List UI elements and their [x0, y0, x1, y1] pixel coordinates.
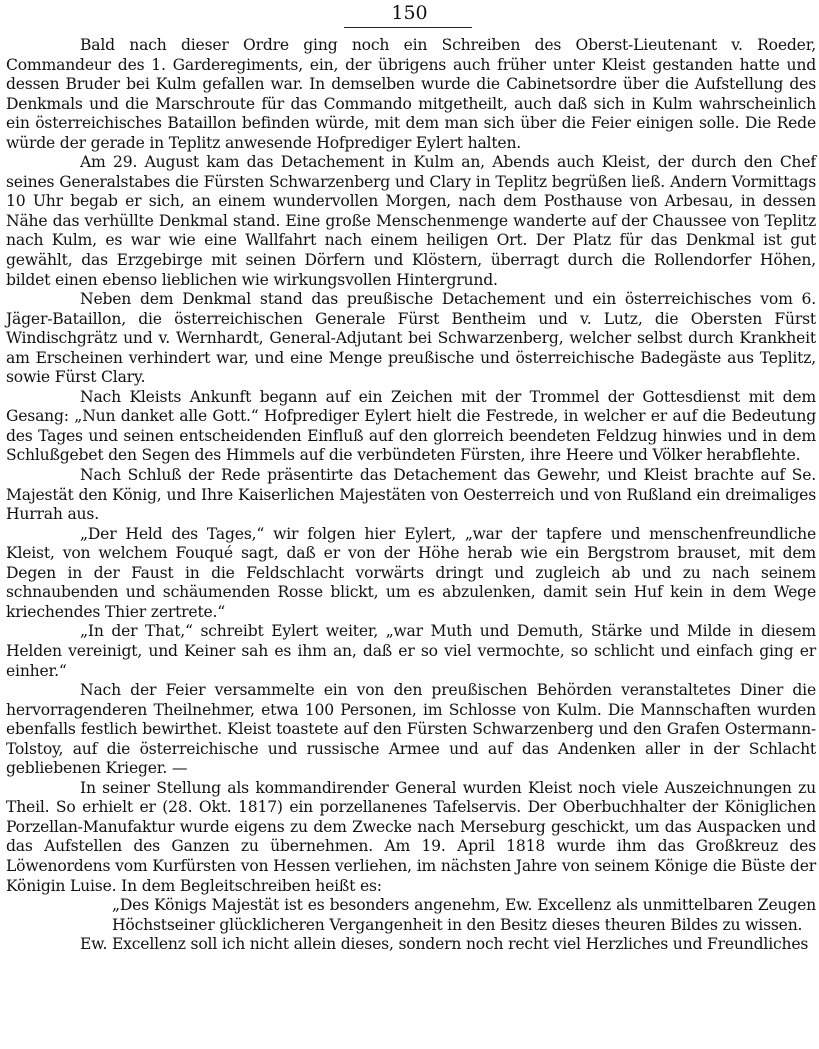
- header-rule: [344, 27, 472, 28]
- block-quote: „Des Königs Majestät ist es besonders angenehm, Ew. Excellenz als unmittelbaren Zeugen Höchstseiner glücklicheren Vergangenheit in den Besitz dieses theuren Bildes zu wissen.: [112, 896, 816, 934]
- paragraph: Am 29. August kam das Detachement in Kulm an, Abends auch Kleist, der durch den Chef seines Generalstabes die Fürsten Schwarzenberg und Clary in Teplitz begrüßen ließ. Andern Vormittags 10 Uhr begab er sich, an einem wundervollen Morgen, nach dem Posthause von Arbesau, in dessen Nähe das verhüllte Denkmal stand. Eine große Menschenmenge wanderte auf der Chaussee von Teplitz nach Kulm, es war wie eine Wallfahrt nach einem heiligen Ort. Der Platz für das Denkmal ist gut gewählt, das Erzgebirge mit seinen Dörfern und Klöstern, überragt durch die Rollendorfer Höhen, bildet einen ebenso lieblichen wie wirkungsvollen Hintergrund.: [6, 153, 816, 289]
- paragraph: „Der Held des Tages,“ wir folgen hier Eylert, „war der tapfere und menschenfreundliche Kleist, von welchem Fouqué sagt, daß er von der Höhe herab wie ein Bergstrom brauset, mit dem Degen in der Faust in die Feldschlacht vorwärts dringt und zugleich ab und zu nach seinem schnaubenden und schäumenden Rosse blickt, um es abzulenken, damit sein Huf kein in dem Wege kriechendes Thier zertrete.“: [6, 524, 816, 621]
- paragraph: „In der That,“ schreibt Eylert weiter, „war Muth und Demuth, Stärke und Milde in diesem Helden vereinigt, und Keiner sah es ihm an, daß er so viel vermochte, so schlicht und einfach ging er einher.“: [6, 622, 816, 680]
- body-text: [6, 36, 816, 955]
- paragraph: In seiner Stellung als kommandirender General wurden Kleist noch viele Auszeichnungen zu Theil. So erhielt er (28. Okt. 1817) ein porzellanenes Tafelservis. Der Oberbuchhalter der Königlichen Porzellan-Manufaktur wurde eigens zu dem Zwecke nach Merseburg geschickt, um das Auspacken und das Aufstellen des Ganzen zu übernehmen. Am 19. April 1818 wurde ihm das Großkreuz des Löwenordens vom Kurfürsten von Hessen verliehen, im nächsten Jahre von seinem Könige die Büste der Königin Luise. In dem Begleitschreiben heißt es:: [6, 778, 816, 895]
- paragraph: Ew. Excellenz soll ich nicht allein dieses, sondern noch recht viel Herzliches und Freundliches: [80, 935, 809, 954]
- paragraph: Neben dem Denkmal stand das preußische Detachement und ein österreichisches vom 6. Jäger-Bataillon, die österreichischen Generale Fürst Bentheim und v. Lutz, die Obersten Fürst Windischgrätz und v. Wernhardt, General-Adjutant bei Schwarzenberg, welcher selbst durch Krankheit am Erscheinen verhindert war, und eine Menge preußische und österreichische Badegäste aus Teplitz, sowie Fürst Clary.: [6, 290, 816, 387]
- paragraph: Nach der Feier versammelte ein von den preußischen Behörden veranstaltetes Diner die hervorragenderen Theilnehmer, etwa 100 Personen, im Schlosse von Kulm. Die Mannschaften wurden ebenfalls festlich bewirthet. Kleist toastete auf den Fürsten Schwarzenberg und den Grafen Ostermann-Tolstoy, auf die österreichische und russische Armee und auf das Andenken aller in der Schlacht gebliebenen Krieger. —: [6, 681, 816, 778]
- paragraph: Bald nach dieser Ordre ging noch ein Schreiben des Oberst-Lieutenant v. Roeder, Commandeur des 1. Garderegiments, ein, der übrigens auch früher unter Kleist gestanden hatte und dessen Bruder bei Kulm gefallen war. In demselben wurde die Cabinetsordre über die Aufstellung des Denkmals und die Marschroute für das Commando mitgetheilt, auch daß sich in Kulm wahrscheinlich ein österreichisches Bataillon befinden würde, mit dem man sich über die Feier einigen solle. Die Rede würde der gerade in Teplitz anwesende Hofprediger Eylert halten.: [6, 36, 816, 152]
- paragraph: Nach Schluß der Rede präsentirte das Detachement das Gewehr, und Kleist brachte auf Se. Majestät den König, und Ihre Kaiserlichen Majestäten von Oesterreich und von Rußland ein dreimaliges Hurrah aus.: [6, 466, 816, 524]
- paragraph: Nach Kleists Ankunft begann auf ein Zeichen mit der Trommel der Gottesdienst mit dem Gesang: „Nun danket alle Gott.“ Hofprediger Eylert hielt die Festrede, in welcher er auf die Bedeutung des Tages und seinen entscheidenden Einfluß auf den glorreich beendeten Feldzug hinwies und in dem Schlußgebet den Segen des Himmels auf die verbündeten Fürsten, ihre Heere und Völker herabflehte.: [6, 387, 816, 465]
- page-number: 150: [391, 2, 428, 24]
